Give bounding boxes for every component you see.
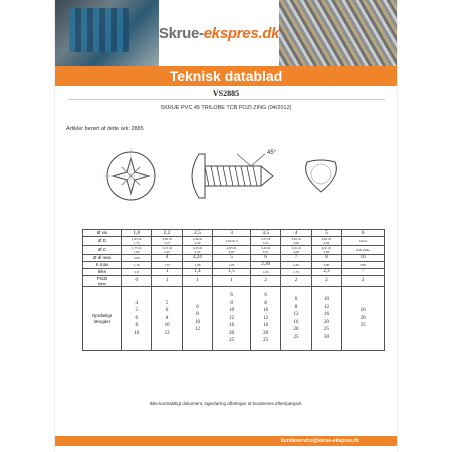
table-cell: 4: [281, 230, 311, 237]
table-cell: 1: [152, 276, 182, 287]
table-row-kmax: [83, 262, 385, 269]
length-value: 16: [293, 319, 299, 325]
table-cell: 4,24: [182, 255, 212, 262]
datasheet-page: [55, 0, 397, 452]
logo[interactable]: [159, 0, 279, 66]
spec-table: [82, 229, 385, 351]
table-cell: 2,90 til 3: [213, 237, 251, 246]
length-value: 8: [135, 323, 138, 329]
table-cell: 0,8: [122, 269, 152, 276]
length-value: 6: [264, 293, 267, 299]
length-value: 12: [164, 330, 170, 336]
footer-bar: [55, 436, 397, 446]
length-value: 25: [323, 327, 329, 332]
table-cell-lengths: [152, 287, 182, 351]
table-row-d: [83, 237, 385, 246]
length-value: 8: [264, 300, 267, 306]
table-cell: 5: [311, 230, 341, 237]
table-cell: 1,10: [122, 262, 152, 269]
length-value: 6: [230, 293, 233, 299]
trilobe-section-icon: [306, 160, 337, 192]
length-value: 10: [323, 297, 329, 302]
table-cell: 3,81 til 3,96: [281, 237, 311, 246]
length-value: 8: [196, 312, 199, 317]
table-cell: 2: [281, 276, 311, 287]
table-cell: 6: [250, 255, 280, 262]
length-value: 16: [360, 308, 366, 314]
table-cell: 1,57: [152, 262, 182, 269]
table-cell: 4,81 til 4,96: [311, 237, 341, 246]
table-cell: 1,60: [182, 262, 212, 269]
table-cell: 2,3: [311, 269, 341, 276]
table-cell: 7: [281, 255, 311, 262]
length-value: 8: [230, 300, 233, 306]
length-value: 10: [263, 308, 269, 314]
table-cell: 2,95 til 3,05: [213, 246, 251, 255]
table-row-ikke: [83, 269, 385, 276]
length-value: 12: [229, 315, 235, 321]
length-value: 20: [360, 315, 366, 321]
length-value: 4: [135, 300, 138, 306]
table-cell: 1,4: [182, 269, 212, 276]
table-cell: 6 max: [342, 237, 385, 246]
divider: [67, 99, 385, 100]
logo-text-main: Skrue-: [158, 24, 204, 42]
table-row-vis: [83, 230, 385, 237]
table-cell: 2,40 til 2,50: [182, 237, 212, 246]
length-value: 12: [293, 312, 299, 317]
table-cell: 3,91 til 4,06: [281, 246, 311, 255]
table-cell-lengths: [182, 287, 212, 351]
length-value: 12: [195, 327, 201, 332]
table-cell: 10: [342, 255, 385, 262]
table-cell: 3,37 til 3,47: [250, 237, 280, 246]
logo-text-accent: ekspres.dk: [203, 24, 280, 42]
table-cell-lengths: [342, 287, 385, 351]
length-value: 10: [229, 308, 235, 314]
length-value: 6: [294, 297, 298, 302]
table-cell: 5: [213, 255, 251, 262]
table-cell: 2,2: [152, 230, 182, 237]
table-row-c: [83, 246, 385, 255]
table-row-pozi: [83, 276, 385, 287]
table-cell: 2,5: [182, 230, 212, 237]
table-cell: 1: [213, 276, 251, 287]
table-cell: 2,15 til 2,25: [152, 246, 182, 255]
length-value: 10: [164, 323, 170, 329]
table-cell: 2: [311, 276, 341, 287]
table-cell: 1,95: [213, 262, 251, 269]
table-cell: 0: [122, 276, 152, 287]
length-value: 16: [263, 323, 269, 329]
table-cell: 2: [250, 276, 280, 287]
length-value: 25: [229, 338, 235, 344]
table-cell-lengths: [311, 287, 341, 351]
table-cell: 1,75: [281, 269, 311, 276]
table-cell: 2,45 til 2,55: [182, 246, 212, 255]
length-value: 12: [323, 304, 329, 310]
row-label-dlmax: Ø dl max: [83, 255, 122, 262]
length-value: 25: [360, 323, 366, 329]
table-row-lengths: [83, 287, 385, 351]
length-value: 6: [135, 315, 138, 321]
length-value: 20: [323, 319, 329, 325]
length-value: 5: [165, 300, 169, 306]
length-value: 30: [323, 334, 329, 340]
pozi-head-icon: [103, 148, 159, 204]
angle-label: 45°: [267, 150, 277, 156]
length-value: 16: [323, 312, 329, 317]
table-cell: 2,05 til 2,15: [152, 237, 182, 246]
row-label-vis: Ø vis: [83, 230, 122, 237]
header-photo-tools: [55, 0, 159, 66]
product-subtitle: SKRUE PVC 45 TRILOBE TCB POZI ZING (04/2012): [160, 105, 292, 111]
table-cell: 3,5: [250, 230, 280, 237]
length-value: 20: [229, 330, 235, 336]
table-cell: 3,45 til 3,55: [250, 246, 280, 255]
table-cell: 1,75 til 1,85: [122, 246, 152, 255]
footer-email-link[interactable]: kundeservice@skrue-ekspres.dk: [281, 438, 359, 444]
table-cell: 1,8: [122, 230, 152, 237]
table-cell-lengths: [281, 287, 311, 351]
table-cell: 3: [213, 230, 251, 237]
disclaimer: Ikke-kontraktligt dokument, lagerføring afhænger af kundernes efterspørgsel.: [149, 401, 303, 406]
table-cell: 2,40: [281, 262, 311, 269]
table-cell: 2: [342, 276, 385, 287]
row-label-ikke: Ikke: [83, 269, 122, 276]
length-value: 10: [195, 319, 201, 325]
table-cell: 1: [182, 276, 212, 287]
table-cell-lengths: [122, 287, 152, 351]
length-value: 6: [196, 304, 199, 310]
screw-drawing: [95, 146, 365, 206]
row-label-kmax: K max: [83, 262, 122, 269]
table-cell: 1,5: [213, 269, 251, 276]
length-value: 8: [165, 315, 169, 321]
table-cell: 8: [311, 255, 341, 262]
table-cell: 3,60: [122, 255, 152, 262]
length-value: 10: [134, 330, 140, 336]
table-cell: 4,91 til 5,06: [311, 246, 341, 255]
length-value: 20: [293, 327, 299, 332]
row-label-lengths: Opnåelige længder: [83, 287, 122, 351]
length-value: 25: [263, 338, 269, 344]
length-value: 12: [263, 315, 269, 321]
table-cell-lengths: [250, 287, 280, 351]
table-cell: -: [342, 269, 385, 276]
table-cell: 4: [152, 255, 182, 262]
row-label-c: Ø C: [83, 246, 122, 255]
table-cell: 6: [342, 230, 385, 237]
row-label-d: Ø D: [83, 237, 122, 246]
table-cell: 1,65: [250, 269, 280, 276]
length-value: 20: [263, 330, 269, 336]
header-photo-screws: [279, 0, 397, 66]
length-value: 6: [165, 308, 169, 314]
length-value: 16: [229, 323, 235, 329]
table-cell: 6,06 maks: [342, 246, 385, 255]
table-cell: 2,80: [311, 262, 341, 269]
document-code: VS2885: [212, 89, 240, 98]
affected-articles: Artikler berørt af dette ark: 2885: [66, 126, 144, 132]
length-value: 5: [135, 308, 138, 314]
table-cell: 1: [152, 269, 182, 276]
length-value: 25: [293, 334, 299, 340]
header-banner: [55, 0, 397, 66]
length-value: 8: [294, 304, 298, 310]
screw-side-view: [192, 150, 277, 198]
table-row-dlmax: [83, 255, 385, 262]
table-cell: 3,60: [342, 262, 385, 269]
page-title: Teknisk datablad: [55, 66, 397, 86]
row-label-pozi: POZI tryksv: [83, 276, 122, 287]
table-cell: 2,30: [250, 262, 280, 269]
table-cell: 1,65 til 1,75: [122, 237, 152, 246]
table-cell-lengths: [213, 287, 251, 351]
